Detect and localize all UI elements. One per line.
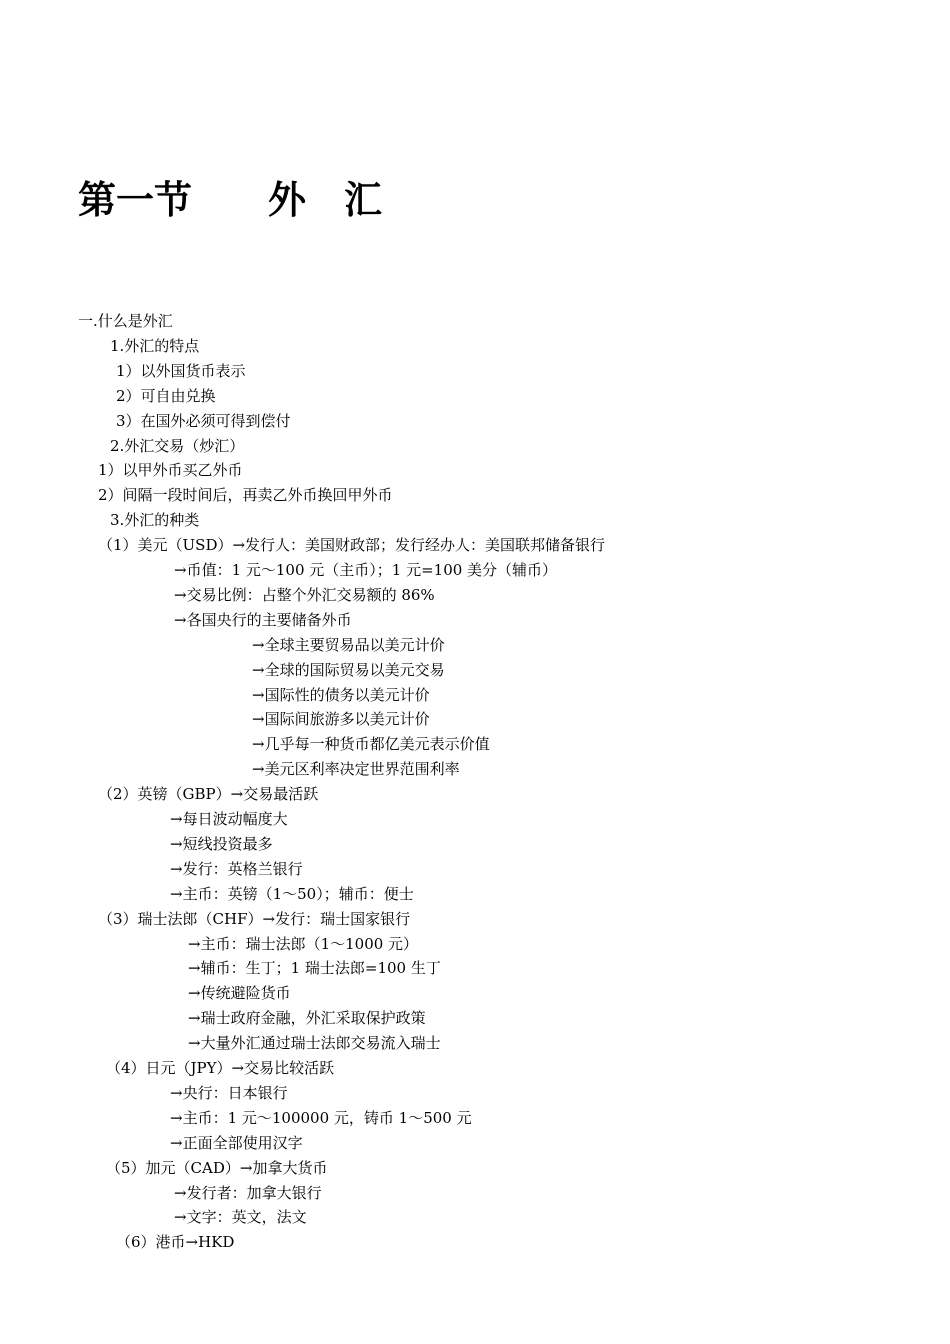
text-line: （4）日元（JPY）→交易比较活跃 [106,1059,335,1077]
text-line: →辅币：生丁；1 瑞士法郎=100 生丁 [188,959,441,978]
text-line: →发行者：加拿大银行 [174,1183,322,1202]
text-line: →美元区利率决定世界范围利率 [252,760,460,779]
text-line: →交易比例：占整个外汇交易额的 86% [174,585,435,604]
text-line: →全球的国际贸易以美元交易 [252,660,445,679]
text-line: →全球主要贸易品以美元计价 [252,635,445,654]
text-line: →国际性的债务以美元计价 [252,685,430,704]
text-line: →短线投资最多 [170,834,273,853]
text-line: →主币：瑞士法郎（1～1000 元） [188,934,419,953]
text-line: →币值：1 元～100 元（主币）；1 元=100 美分（辅币） [174,561,558,579]
text-line: →大量外汇通过瑞士法郎交易流入瑞士 [188,1034,441,1053]
text-line: （6）港币→HKD [116,1233,235,1252]
text-line: （2）英镑（GBP）→交易最活跃 [98,785,319,804]
text-line: →传统避险货币 [188,984,291,1003]
text-line: →每日波动幅度大 [170,810,288,828]
text-line: →几乎每一种货币都亿美元表示价值 [252,735,490,754]
text-line: 2.外汇交易（炒汇） [110,436,245,455]
text-line: →主币：英镑（1～50）；辅币：便士 [170,884,414,903]
text-line: →瑞士政府金融，外汇采取保护政策 [188,1009,426,1028]
text-line: （3）瑞士法郎（CHF）→发行：瑞士国家银行 [98,909,411,928]
text-line: 1）以甲外币买乙外币 [98,461,243,480]
text-line: →正面全部使用汉字 [170,1133,303,1152]
text-line: →文字：英文，法文 [174,1208,307,1227]
text-line: （1）美元（USD）→发行人：美国财政部；发行经办人：美国联邦储备银行 [98,536,606,555]
text-line: 1.外汇的特点 [110,336,200,355]
text-line: →发行：英格兰银行 [170,859,303,878]
text-line: （5）加元（CAD）→加拿大货币 [106,1158,328,1177]
text-line: 2）间隔一段时间后，再卖乙外币换回甲外币 [98,486,393,505]
text-line: 3.外汇的种类 [110,511,200,530]
text-line: →各国央行的主要储备外币 [174,610,352,629]
text-line: 1）以外国货币表示 [116,361,246,380]
text-line: →央行：日本银行 [170,1083,288,1102]
text-line: 一.什么是外汇 [78,312,173,330]
page-title: 第一节 外 汇 [78,178,383,222]
text-line: 3）在国外必须可得到偿付 [116,411,291,430]
text-line: →主币：1 元～100000 元，铸币 1～500 元 [170,1108,472,1127]
text-line: 2）可自由兑换 [116,386,216,405]
text-line: →国际间旅游多以美元计价 [252,710,430,729]
